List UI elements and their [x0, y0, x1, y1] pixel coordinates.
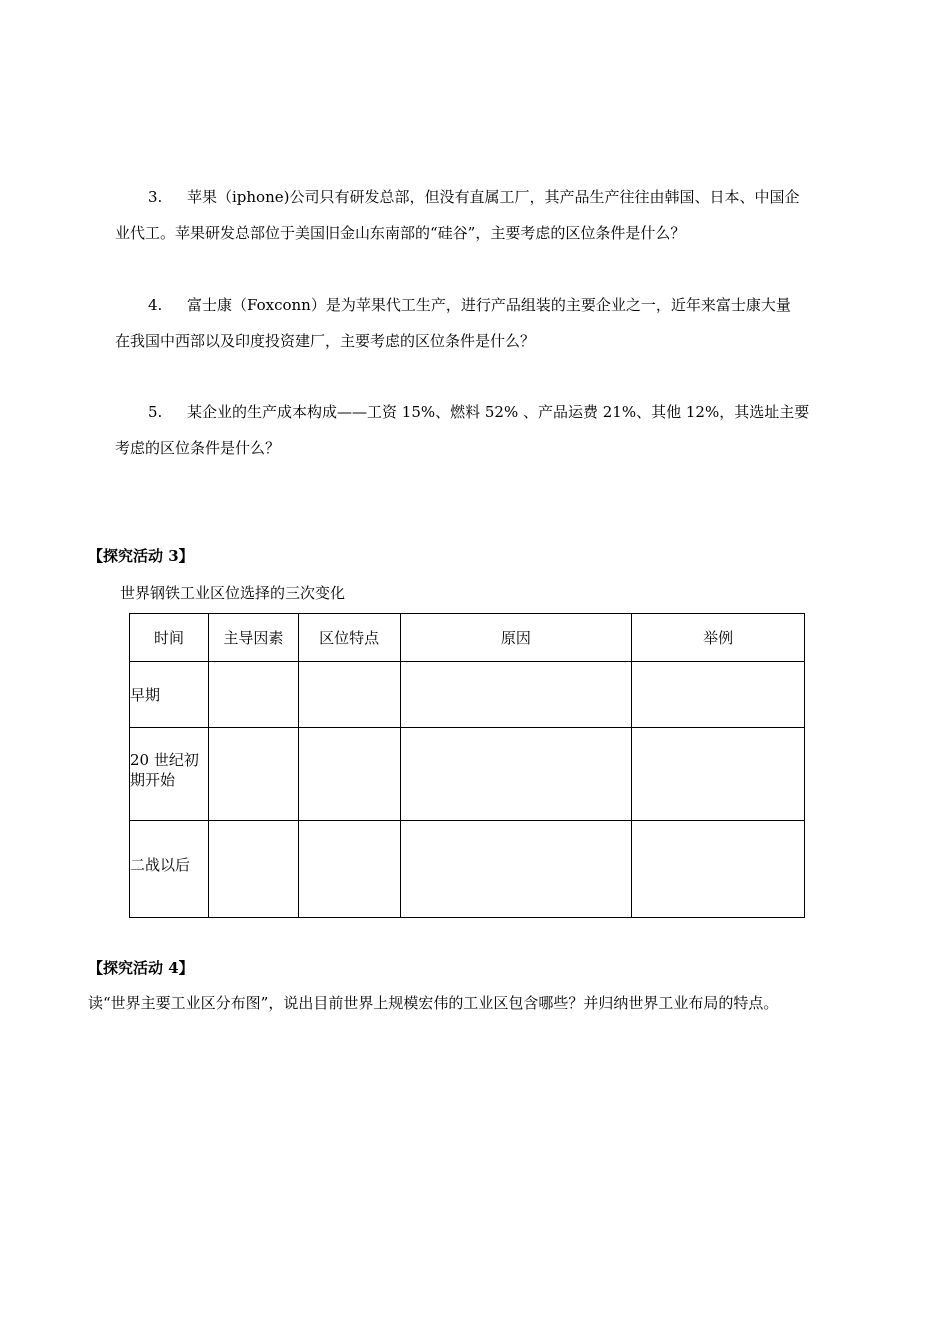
answer-cell[interactable] [298, 728, 400, 821]
answer-cell[interactable] [298, 821, 400, 918]
activity-3-heading: 【探究活动 3】 [88, 547, 194, 565]
question-number: 4. [148, 296, 163, 314]
table-row [130, 662, 805, 728]
table-caption: 世界钢铁工业区位选择的三次变化 [120, 584, 346, 602]
answer-cell[interactable] [400, 821, 632, 918]
question-number: 5. [148, 403, 163, 421]
question-text: 富士康（Foxconn）是为苹果代工生产，进行产品组装的主要企业之一，近年来富士康大量 [187, 296, 791, 314]
activity-4-text: 读“世界主要工业区分布图”，说出目前世界上规模宏伟的工业区包含哪些？并归纳世界工业布局的特点。 [88, 994, 779, 1012]
period-cell: 早期 [130, 662, 209, 728]
answer-cell[interactable] [208, 662, 298, 728]
activity-4-heading: 【探究活动 4】 [88, 959, 194, 977]
answer-cell[interactable] [632, 821, 805, 918]
answer-cell[interactable] [208, 821, 298, 918]
table-row [130, 821, 805, 918]
table-row [130, 728, 805, 821]
question-3 [115, 179, 860, 251]
column-header-factor: 主导因素 [208, 614, 298, 662]
period-cell: 20 世纪初期开始 [130, 728, 209, 821]
question-text-cont: 考虑的区位条件是什么？ [115, 439, 281, 457]
answer-cell[interactable] [632, 662, 805, 728]
column-header-location: 区位特点 [298, 614, 400, 662]
column-header-time: 时间 [130, 614, 209, 662]
question-text-cont: 业代工。苹果研发总部位于美国旧金山东南部的“硅谷”，主要考虑的区位条件是什么？ [115, 224, 686, 242]
question-5 [115, 394, 860, 466]
question-text: 苹果（iphone)公司只有研发总部，但没有直属工厂，其产品生产往往由韩国、日本、中国企 [187, 188, 800, 206]
period-cell: 二战以后 [130, 821, 209, 918]
answer-cell[interactable] [400, 662, 632, 728]
answer-cell[interactable] [298, 662, 400, 728]
table-header-row [130, 614, 805, 662]
question-number: 3. [148, 188, 163, 206]
question-4 [115, 287, 860, 359]
answer-cell[interactable] [632, 728, 805, 821]
column-header-reason: 原因 [400, 614, 632, 662]
steel-industry-table [129, 613, 805, 918]
answer-cell[interactable] [208, 728, 298, 821]
question-text-cont: 在我国中西部以及印度投资建厂，主要考虑的区位条件是什么？ [115, 332, 536, 350]
column-header-example: 举例 [632, 614, 805, 662]
answer-cell[interactable] [400, 728, 632, 821]
question-text: 某企业的生产成本构成——工资 15%、燃料 52% 、产品运费 21%、其他 12%，其选址主要 [187, 403, 810, 421]
